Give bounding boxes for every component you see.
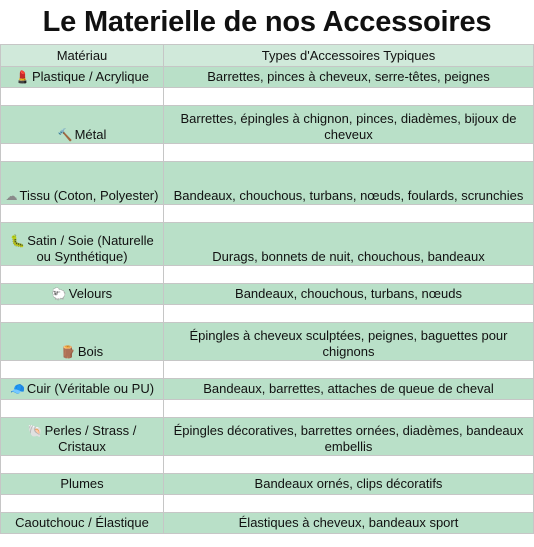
material-label: Cuir (Véritable ou PU) (26, 381, 155, 396)
types-cell[interactable]: Épingles à cheveux sculptées, peignes, baguettes pour chignons (164, 323, 534, 361)
table-header-row (1, 45, 534, 67)
types-cell[interactable]: Barrettes, épingles à chignon, pinces, diadèmes, bijoux de cheveux (164, 106, 534, 144)
table-row (1, 162, 534, 205)
types-cell[interactable]: Élastiques à cheveux, bandeaux sport (164, 513, 534, 534)
header-cell-material[interactable]: Matériau (1, 45, 164, 67)
material-label: Perles / Strass / Cristaux (44, 423, 137, 454)
header-cell-types[interactable]: Types d'Accessoires Typiques (164, 45, 534, 67)
material-cell[interactable]: Plumes (1, 474, 164, 495)
spacer-row (1, 266, 534, 284)
material-label: Plastique / Acrylique (31, 69, 150, 84)
spacer-row (1, 495, 534, 513)
cap-icon: 🧢 (9, 382, 25, 396)
spacer-row (1, 205, 534, 223)
table-row (1, 379, 534, 400)
material-label: Bois (77, 344, 104, 359)
table-row (1, 474, 534, 495)
material-cell[interactable] (1, 106, 164, 144)
table-row (1, 223, 534, 266)
sheep-icon: 🐑 (51, 287, 67, 301)
silkworm-icon: 🐛 (10, 234, 26, 248)
hammer-icon: 🔨 (57, 128, 73, 142)
page-title: Le Materielle de nos Accessoires (42, 6, 492, 38)
material-label: Métal (74, 127, 107, 142)
material-cell[interactable] (1, 323, 164, 361)
materials-table (0, 44, 534, 534)
spacer-row (1, 361, 534, 379)
material-cell[interactable] (1, 223, 164, 266)
table-row (1, 67, 534, 88)
material-cell[interactable] (1, 162, 164, 205)
material-cell[interactable] (1, 67, 164, 88)
table-row (1, 513, 534, 534)
types-cell[interactable]: Bandeaux ornés, clips décoratifs (164, 474, 534, 495)
lipstick-icon: 💄 (14, 70, 30, 84)
types-cell[interactable]: Bandeaux, chouchous, turbans, nœuds (164, 284, 534, 305)
types-cell[interactable]: Barrettes, pinces à cheveux, serre-têtes, peignes (164, 67, 534, 88)
table-row (1, 323, 534, 361)
spacer-row (1, 400, 534, 418)
table-row (1, 418, 534, 456)
material-label: Velours (68, 286, 113, 301)
types-cell[interactable]: Bandeaux, chouchous, turbans, nœuds, foulards, scrunchies (164, 162, 534, 205)
cloud-icon: ☁ (5, 189, 18, 203)
material-cell[interactable]: Caoutchouc / Élastique (1, 513, 164, 534)
spacer-row (1, 144, 534, 162)
table-row (1, 284, 534, 305)
spacer-row (1, 88, 534, 106)
spacer-row (1, 305, 534, 323)
material-cell[interactable] (1, 379, 164, 400)
material-cell[interactable] (1, 418, 164, 456)
types-cell[interactable]: Bandeaux, barrettes, attaches de queue de cheval (164, 379, 534, 400)
types-cell[interactable]: Épingles décoratives, barrettes ornées, diadèmes, bandeaux embellis (164, 418, 534, 456)
shell-icon: 🐚 (27, 424, 43, 438)
material-label: Satin / Soie (Naturelle ou Synthétique) (27, 233, 154, 264)
material-label: Tissu (Coton, Polyester) (19, 188, 159, 203)
spacer-row (1, 456, 534, 474)
wood-icon: 🪵 (60, 345, 76, 359)
table-row (1, 106, 534, 144)
material-cell[interactable] (1, 284, 164, 305)
types-cell[interactable]: Durags, bonnets de nuit, chouchous, bandeaux (164, 223, 534, 266)
